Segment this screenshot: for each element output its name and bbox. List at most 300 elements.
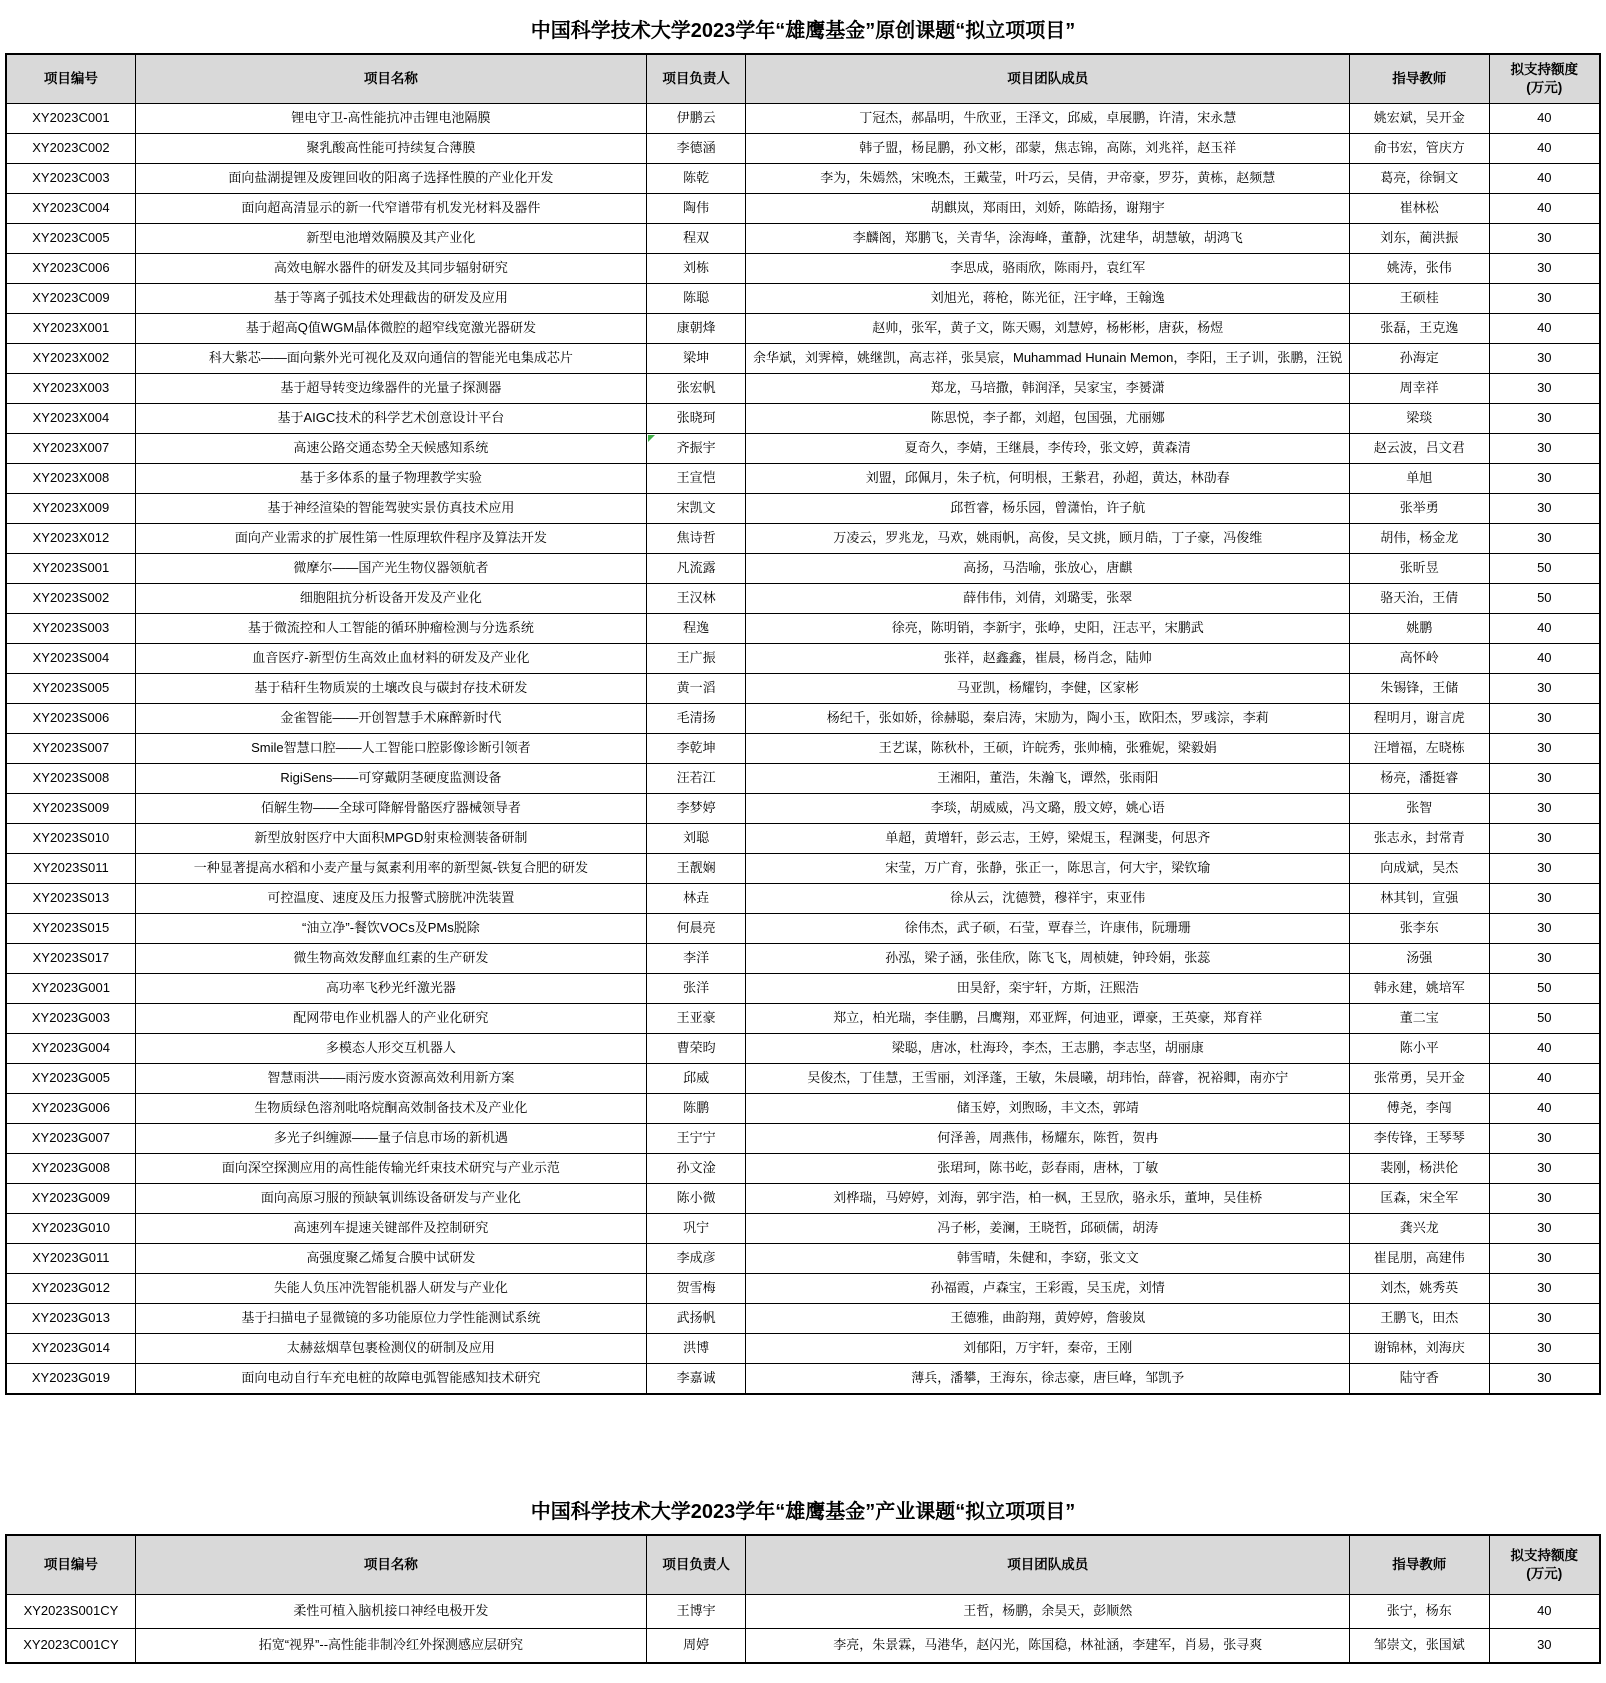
- project-name-cell: 拓宽“视界”--高性能非制冷红外探测感应层研究: [135, 1629, 646, 1664]
- project-leader-cell: 孙文淦: [646, 1154, 746, 1184]
- project-leader-cell: 梁坤: [646, 344, 746, 374]
- project-name-cell: Smile智慧口腔——人工智能口腔影像诊断引领者: [135, 734, 646, 764]
- amount-cell: 30: [1489, 704, 1600, 734]
- project-id-cell: XY2023C001CY: [6, 1629, 135, 1664]
- project-name-cell: 基于超导转变边缘器件的光量子探测器: [135, 374, 646, 404]
- project-id-cell: XY2023G019: [6, 1364, 135, 1395]
- advisors-cell: 朱锡锋，王储: [1349, 674, 1489, 704]
- project-leader-cell: 凡流露: [646, 554, 746, 584]
- amount-cell: 40: [1489, 194, 1600, 224]
- advisors-cell: 裴刚，杨洪伦: [1349, 1154, 1489, 1184]
- project-name-cell: 血音医疗-新型仿生高效止血材料的研发及产业化: [135, 644, 646, 674]
- project-id-cell: XY2023S001: [6, 554, 135, 584]
- table-row: [6, 584, 1600, 614]
- project-leader-cell: 李梦婷: [646, 794, 746, 824]
- project-name-cell: 佰解生物——全球可降解骨骼医疗器械领导者: [135, 794, 646, 824]
- header-row: [6, 54, 1600, 104]
- team-members-cell: 万凌云，罗兆龙，马欢，姚雨帆，高俊，吴文挑，顾月皓，丁子豪，冯俊维: [746, 524, 1349, 554]
- team-members-cell: 王哲，杨鹏，余昊天，彭顺然: [746, 1595, 1349, 1629]
- project-leader-cell: 武扬帆: [646, 1304, 746, 1334]
- advisors-cell: 姚鹏: [1349, 614, 1489, 644]
- team-members-cell: 冯子彬，姜澜，王晓哲，邱硕儒，胡涛: [746, 1214, 1349, 1244]
- project-id-cell: XY2023G005: [6, 1064, 135, 1094]
- table-row: [6, 1214, 1600, 1244]
- amount-cell: 30: [1489, 1124, 1600, 1154]
- column-header: 项目负责人: [646, 54, 746, 104]
- table-row: [6, 344, 1600, 374]
- project-leader-cell: 宋凯文: [646, 494, 746, 524]
- advisors-cell: 龚兴龙: [1349, 1214, 1489, 1244]
- project-id-cell: XY2023C009: [6, 284, 135, 314]
- project-name-cell: 面向电动自行车充电桩的故障电弧智能感知技术研究: [135, 1364, 646, 1395]
- advisors-cell: 孙海定: [1349, 344, 1489, 374]
- column-header: 项目编号: [6, 54, 135, 104]
- project-leader-cell: 王广振: [646, 644, 746, 674]
- project-id-cell: XY2023S015: [6, 914, 135, 944]
- table-row: [6, 914, 1600, 944]
- amount-cell: 40: [1489, 614, 1600, 644]
- column-header: 项目团队成员: [746, 1535, 1349, 1595]
- table-row: [6, 314, 1600, 344]
- amount-cell: 30: [1489, 674, 1600, 704]
- team-members-cell: 胡麒岚，郑雨田，刘娇，陈皓扬，谢翔宇: [746, 194, 1349, 224]
- team-members-cell: 余华斌，刘霁樟，姚继凯，高志祥，张昊宸，Muhammad Hunain Memon，李阳，王子训，张鹏，汪锐: [746, 344, 1349, 374]
- amount-cell: 30: [1489, 1364, 1600, 1395]
- project-name-cell: 锂电守卫-高性能抗冲击锂电池隔膜: [135, 104, 646, 134]
- advisors-cell: 周幸祥: [1349, 374, 1489, 404]
- project-leader-cell: 曹荣昀: [646, 1034, 746, 1064]
- project-leader-cell: 陈鹏: [646, 1094, 746, 1124]
- project-id-cell: XY2023C003: [6, 164, 135, 194]
- amount-cell: 30: [1489, 254, 1600, 284]
- amount-cell: 30: [1489, 284, 1600, 314]
- project-id-cell: XY2023G012: [6, 1274, 135, 1304]
- project-id-cell: XY2023S007: [6, 734, 135, 764]
- original-projects-table: [5, 53, 1601, 1395]
- project-leader-cell: 陈乾: [646, 164, 746, 194]
- project-name-cell: 配网带电作业机器人的产业化研究: [135, 1004, 646, 1034]
- table-row: [6, 1004, 1600, 1034]
- table-row: [6, 674, 1600, 704]
- project-leader-cell: 李德涵: [646, 134, 746, 164]
- project-leader-cell: 齐振宇: [646, 434, 746, 464]
- team-members-cell: 单超，黄增轩，彭云志，王婷，梁焜玉，程渊斐，何思齐: [746, 824, 1349, 854]
- project-id-cell: XY2023X009: [6, 494, 135, 524]
- team-members-cell: 刘盟，邱佩月，朱子杭，何明根，王紫君，孙超，黄达，林劭春: [746, 464, 1349, 494]
- project-name-cell: 新型电池增效隔膜及其产业化: [135, 224, 646, 254]
- project-id-cell: XY2023X004: [6, 404, 135, 434]
- project-name-cell: 基于超高Q值WGM晶体微腔的超窄线宽激光器研发: [135, 314, 646, 344]
- project-id-cell: XY2023C002: [6, 134, 135, 164]
- table-row: [6, 554, 1600, 584]
- project-id-cell: XY2023G006: [6, 1094, 135, 1124]
- advisors-cell: 高怀岭: [1349, 644, 1489, 674]
- table-row: [6, 134, 1600, 164]
- advisors-cell: 邹崇文，张国斌: [1349, 1629, 1489, 1664]
- project-leader-cell: 张宏帆: [646, 374, 746, 404]
- amount-cell: 30: [1489, 464, 1600, 494]
- project-id-cell: XY2023S001CY: [6, 1595, 135, 1629]
- column-header: 项目名称: [135, 54, 646, 104]
- amount-cell: 30: [1489, 734, 1600, 764]
- amount-cell: 30: [1489, 224, 1600, 254]
- advisors-cell: 刘东，蔺洪振: [1349, 224, 1489, 254]
- advisors-cell: 董二宝: [1349, 1004, 1489, 1034]
- team-members-cell: 杨纪千，张如娇，徐赫聪，秦启涛，宋励为，陶小玉，欧阳杰，罗彧淙，李莉: [746, 704, 1349, 734]
- project-name-cell: 面向产业需求的扩展性第一性原理软件程序及算法开发: [135, 524, 646, 554]
- amount-cell: 30: [1489, 374, 1600, 404]
- project-id-cell: XY2023C001: [6, 104, 135, 134]
- team-members-cell: 孙泓，梁子涵，张佳欣，陈飞飞，周桢婕，钟玲娟，张蕊: [746, 944, 1349, 974]
- project-leader-cell: 伊鹏云: [646, 104, 746, 134]
- project-id-cell: XY2023X002: [6, 344, 135, 374]
- project-leader-cell: 洪博: [646, 1334, 746, 1364]
- team-members-cell: 徐伟杰，武子硕，石莹，覃春兰，许康伟，阮珊珊: [746, 914, 1349, 944]
- header-row: [6, 1535, 1600, 1595]
- advisors-cell: 张常勇，吴开金: [1349, 1064, 1489, 1094]
- project-name-cell: “油立净”-餐饮VOCs及PMs脱除: [135, 914, 646, 944]
- amount-cell: 30: [1489, 764, 1600, 794]
- team-members-cell: 孙福霞，卢森宝，王彩霞，吴玉虎，刘情: [746, 1274, 1349, 1304]
- project-name-cell: 智慧雨洪——雨污废水资源高效利用新方案: [135, 1064, 646, 1094]
- table-row: [6, 1094, 1600, 1124]
- advisors-cell: 林其钊，宣强: [1349, 884, 1489, 914]
- team-members-cell: 刘桦瑞，马婷婷，刘海，郭宇浩，柏一枫，王昱欣，骆永乐，董坤，吴佳桥: [746, 1184, 1349, 1214]
- project-id-cell: XY2023C005: [6, 224, 135, 254]
- project-id-cell: XY2023S004: [6, 644, 135, 674]
- table-row: [6, 1064, 1600, 1094]
- team-members-cell: 夏奇久，李婧，王继晨，李传玲，张文婷，黄森清: [746, 434, 1349, 464]
- project-name-cell: 生物质绿色溶剂吡咯烷酮高效制备技术及产业化: [135, 1094, 646, 1124]
- team-members-cell: 薛伟伟，刘倩，刘璐雯，张翠: [746, 584, 1349, 614]
- amount-cell: 40: [1489, 1595, 1600, 1629]
- project-name-cell: 柔性可植入脑机接口神经电极开发: [135, 1595, 646, 1629]
- project-id-cell: XY2023X008: [6, 464, 135, 494]
- table-row: [6, 704, 1600, 734]
- project-name-cell: 基于AIGC技术的科学艺术创意设计平台: [135, 404, 646, 434]
- advisors-cell: 葛亮，徐铜文: [1349, 164, 1489, 194]
- project-id-cell: XY2023G014: [6, 1334, 135, 1364]
- amount-cell: 40: [1489, 1064, 1600, 1094]
- project-name-cell: 基于微流控和人工智能的循环肿瘤检测与分选系统: [135, 614, 646, 644]
- amount-cell: 40: [1489, 1034, 1600, 1064]
- project-leader-cell: 邱威: [646, 1064, 746, 1094]
- project-leader-cell: 王宁宁: [646, 1124, 746, 1154]
- column-header: 项目负责人: [646, 1535, 746, 1595]
- amount-cell: 30: [1489, 1184, 1600, 1214]
- project-leader-cell: 王博宇: [646, 1595, 746, 1629]
- project-id-cell: XY2023G004: [6, 1034, 135, 1064]
- team-members-cell: 田昊舒，栾宇轩，方斯，汪熙浩: [746, 974, 1349, 1004]
- advisors-cell: 汤强: [1349, 944, 1489, 974]
- project-leader-cell: 张洋: [646, 974, 746, 1004]
- project-id-cell: XY2023S002: [6, 584, 135, 614]
- project-name-cell: 微生物高效发酵血红素的生产研发: [135, 944, 646, 974]
- advisors-cell: 俞书宏，管庆方: [1349, 134, 1489, 164]
- advisors-cell: 谢锦林，刘海庆: [1349, 1334, 1489, 1364]
- project-id-cell: XY2023G010: [6, 1214, 135, 1244]
- advisors-cell: 梁琰: [1349, 404, 1489, 434]
- project-leader-cell: 焦诗哲: [646, 524, 746, 554]
- table-row: [6, 884, 1600, 914]
- project-leader-cell: 刘聪: [646, 824, 746, 854]
- team-members-cell: 张祥，赵鑫鑫，崔晨，杨肖念，陆帅: [746, 644, 1349, 674]
- project-name-cell: 高速公路交通态势全天候感知系统: [135, 434, 646, 464]
- team-members-cell: 郑立，柏光瑞，李佳鹏，吕鹰翔，邓亚辉，何迪亚，谭豪，王英豪，郑育祥: [746, 1004, 1349, 1034]
- team-members-cell: 马亚凯，杨耀钧，李健，区家彬: [746, 674, 1349, 704]
- team-members-cell: 赵帅，张军，黄子文，陈天赐，刘慧婷，杨彬彬，唐荻，杨煜: [746, 314, 1349, 344]
- table-row: [6, 764, 1600, 794]
- table-row: [6, 494, 1600, 524]
- project-name-cell: 基于多体系的量子物理教学实验: [135, 464, 646, 494]
- advisors-cell: 匡森，宋全军: [1349, 1184, 1489, 1214]
- advisors-cell: 傅尧，李闯: [1349, 1094, 1489, 1124]
- amount-cell: 40: [1489, 1094, 1600, 1124]
- advisors-cell: 张昕昱: [1349, 554, 1489, 584]
- column-header: 指导教师: [1349, 54, 1489, 104]
- project-id-cell: XY2023G001: [6, 974, 135, 1004]
- table-row: [6, 254, 1600, 284]
- team-members-cell: 李琰，胡威威，冯文璐，殷文婷，姚心语: [746, 794, 1349, 824]
- team-members-cell: 宋莹，万广育，张静，张正一，陈思言，何大宇，梁钦瑜: [746, 854, 1349, 884]
- amount-cell: 40: [1489, 314, 1600, 344]
- industry-projects-table: [5, 1534, 1601, 1664]
- column-header: 项目编号: [6, 1535, 135, 1595]
- table-row: [6, 644, 1600, 674]
- project-name-cell: 高功率飞秒光纤激光器: [135, 974, 646, 1004]
- team-members-cell: 刘郁阳，万宇轩，秦帝，王刚: [746, 1334, 1349, 1364]
- advisors-cell: 陆守香: [1349, 1364, 1489, 1395]
- amount-cell: 30: [1489, 404, 1600, 434]
- project-name-cell: 可控温度、速度及压力报警式膀胱冲洗装置: [135, 884, 646, 914]
- project-id-cell: XY2023S009: [6, 794, 135, 824]
- amount-cell: 40: [1489, 164, 1600, 194]
- table-row: [6, 1184, 1600, 1214]
- amount-cell: 30: [1489, 434, 1600, 464]
- project-name-cell: 细胞阻抗分析设备开发及产业化: [135, 584, 646, 614]
- column-header: 拟支持额度 (万元): [1489, 54, 1600, 104]
- project-name-cell: 一种显著提高水稻和小麦产量与氮素利用率的新型氮-铁复合肥的研发: [135, 854, 646, 884]
- team-members-cell: 陈思悦，李子都，刘超，包国强，尤丽娜: [746, 404, 1349, 434]
- advisors-cell: 陈小平: [1349, 1034, 1489, 1064]
- column-header: 项目名称: [135, 1535, 646, 1595]
- project-id-cell: XY2023S008: [6, 764, 135, 794]
- amount-cell: 30: [1489, 824, 1600, 854]
- amount-cell: 50: [1489, 554, 1600, 584]
- project-leader-cell: 周婷: [646, 1629, 746, 1664]
- table-row: [6, 944, 1600, 974]
- team-members-cell: 郑龙，马培撒，韩润泽，吴家宝，李赟潇: [746, 374, 1349, 404]
- advisors-cell: 汪增福，左晓栋: [1349, 734, 1489, 764]
- page: [0, 14, 1606, 1664]
- original-projects-section: [0, 14, 1606, 1395]
- table-row: [6, 974, 1600, 1004]
- advisors-cell: 胡伟，杨金龙: [1349, 524, 1489, 554]
- table-row: [6, 1629, 1600, 1664]
- project-id-cell: XY2023S006: [6, 704, 135, 734]
- amount-cell: 40: [1489, 644, 1600, 674]
- team-members-cell: 薄兵，潘攀，王海东，徐志豪，唐巨峰，邹凯予: [746, 1364, 1349, 1395]
- project-leader-cell: 李乾坤: [646, 734, 746, 764]
- team-members-cell: 高扬，马浩喻，张放心，唐麒: [746, 554, 1349, 584]
- project-id-cell: XY2023G011: [6, 1244, 135, 1274]
- project-id-cell: XY2023S017: [6, 944, 135, 974]
- project-leader-cell: 林垚: [646, 884, 746, 914]
- advisors-cell: 赵云波，吕文君: [1349, 434, 1489, 464]
- project-name-cell: 基于秸秆生物质炭的土壤改良与碳封存技术研发: [135, 674, 646, 704]
- amount-cell: 30: [1489, 854, 1600, 884]
- advisors-cell: 张宁，杨东: [1349, 1595, 1489, 1629]
- project-leader-cell: 李嘉诚: [646, 1364, 746, 1395]
- project-id-cell: XY2023G003: [6, 1004, 135, 1034]
- project-id-cell: XY2023S003: [6, 614, 135, 644]
- amount-cell: 30: [1489, 1244, 1600, 1274]
- original-projects-title: 中国科学技术大学2023学年“雄鹰基金”原创课题“拟立项项目”: [530, 20, 1076, 42]
- team-members-cell: 梁聪，唐冰，杜海玲，李杰，王志鹏，李志坚，胡丽康: [746, 1034, 1349, 1064]
- project-leader-cell: 陶伟: [646, 194, 746, 224]
- advisors-cell: 向成斌，吴杰: [1349, 854, 1489, 884]
- project-leader-cell: 王汉林: [646, 584, 746, 614]
- project-name-cell: 高速列车提速关键部件及控制研究: [135, 1214, 646, 1244]
- table-row: [6, 1304, 1600, 1334]
- amount-cell: 30: [1489, 1274, 1600, 1304]
- project-name-cell: 基于神经渲染的智能驾驶实景仿真技术应用: [135, 494, 646, 524]
- project-name-cell: 高强度聚乙烯复合膜中试研发: [135, 1244, 646, 1274]
- project-id-cell: XY2023C004: [6, 194, 135, 224]
- amount-cell: 30: [1489, 884, 1600, 914]
- amount-cell: 30: [1489, 344, 1600, 374]
- project-leader-cell: 贺雪梅: [646, 1274, 746, 1304]
- team-members-cell: 王艺谋，陈秋朴，王硕，许皖秀，张帅楠，张雅妮，梁毅娟: [746, 734, 1349, 764]
- table-row: [6, 464, 1600, 494]
- project-id-cell: XY2023G009: [6, 1184, 135, 1214]
- project-name-cell: 面向盐湖提锂及废锂回收的阳离子选择性膜的产业化开发: [135, 164, 646, 194]
- project-id-cell: XY2023G007: [6, 1124, 135, 1154]
- project-name-cell: RigiSens——可穿戴阴茎硬度监测设备: [135, 764, 646, 794]
- advisors-cell: 单旭: [1349, 464, 1489, 494]
- table-row: [6, 734, 1600, 764]
- table-row: [6, 224, 1600, 254]
- team-members-cell: 李亮，朱景霖，马港华，赵闪光，陈国稳，林祉涵，李建军，肖易，张寻爽: [746, 1629, 1349, 1664]
- project-name-cell: 微摩尔——国产光生物仪器领航者: [135, 554, 646, 584]
- project-leader-cell: 巩宁: [646, 1214, 746, 1244]
- project-leader-cell: 康朝烽: [646, 314, 746, 344]
- project-leader-cell: 王靓娴: [646, 854, 746, 884]
- advisors-cell: 王硕桂: [1349, 284, 1489, 314]
- project-name-cell: 基于等离子弧技术处理截齿的研发及应用: [135, 284, 646, 314]
- team-members-cell: 李思成，骆雨欣，陈雨丹，袁红军: [746, 254, 1349, 284]
- advisors-cell: 崔昆朋，高建伟: [1349, 1244, 1489, 1274]
- advisors-cell: 王鹏飞，田杰: [1349, 1304, 1489, 1334]
- amount-cell: 50: [1489, 1004, 1600, 1034]
- team-members-cell: 王德雅，曲韵翔，黄婷婷，詹骏岚: [746, 1304, 1349, 1334]
- team-members-cell: 徐从云，沈德赞，穆祥宇，束亚伟: [746, 884, 1349, 914]
- industry-projects-title: 中国科学技术大学2023学年“雄鹰基金”产业课题“拟立项项目”: [530, 1501, 1076, 1523]
- project-name-cell: 面向深空探测应用的高性能传输光纤束技术研究与产业示范: [135, 1154, 646, 1184]
- project-leader-cell: 程双: [646, 224, 746, 254]
- table-row: [6, 164, 1600, 194]
- team-members-cell: 张珺珂，陈书屹，彭春雨，唐林，丁敏: [746, 1154, 1349, 1184]
- table-row: [6, 194, 1600, 224]
- team-members-cell: 吴俊杰，丁佳慧，王雪丽，刘泽蓬，王敏，朱晨曦，胡玮怡，薛睿，祝裕卿，南亦宁: [746, 1064, 1349, 1094]
- team-members-cell: 韩子盟，杨昆鹏，孙文彬，邵蒙，焦志锦，高陈，刘兆祥，赵玉祥: [746, 134, 1349, 164]
- advisors-cell: 张李东: [1349, 914, 1489, 944]
- team-members-cell: 丁冠杰，郝晶明，牛欣亚，王泽文，邱威，卓展鹏，许清，宋永慧: [746, 104, 1349, 134]
- project-leader-cell: 黄一滔: [646, 674, 746, 704]
- team-members-cell: 邱哲睿，杨乐园，曾潇怡，许子航: [746, 494, 1349, 524]
- project-leader-cell: 何晨亮: [646, 914, 746, 944]
- column-header: 指导教师: [1349, 1535, 1489, 1595]
- advisors-cell: 张举勇: [1349, 494, 1489, 524]
- project-name-cell: 失能人负压冲洗智能机器人研发与产业化: [135, 1274, 646, 1304]
- amount-cell: 30: [1489, 1629, 1600, 1664]
- project-name-cell: 面向高原习服的预缺氧训练设备研发与产业化: [135, 1184, 646, 1214]
- project-id-cell: XY2023X003: [6, 374, 135, 404]
- project-id-cell: XY2023S005: [6, 674, 135, 704]
- table-row: [6, 1244, 1600, 1274]
- amount-cell: 30: [1489, 1214, 1600, 1244]
- project-leader-cell: 王亚豪: [646, 1004, 746, 1034]
- team-members-cell: 何泽善，周燕伟，杨耀东，陈哲，贺冉: [746, 1124, 1349, 1154]
- project-name-cell: 聚乳酸高性能可持续复合薄膜: [135, 134, 646, 164]
- team-members-cell: 王湘阳，董浩，朱瀚飞，谭然，张雨阳: [746, 764, 1349, 794]
- project-leader-cell: 陈聪: [646, 284, 746, 314]
- table-row: [6, 404, 1600, 434]
- table-row: [6, 614, 1600, 644]
- original-projects-table-body: [6, 104, 1600, 1395]
- table-row: [6, 1124, 1600, 1154]
- advisors-cell: 张磊，王克逸: [1349, 314, 1489, 344]
- table-row: [6, 524, 1600, 554]
- amount-cell: 40: [1489, 104, 1600, 134]
- advisors-cell: 张志永，封常青: [1349, 824, 1489, 854]
- project-name-cell: 高效电解水器件的研发及其同步辐射研究: [135, 254, 646, 284]
- table-row: [6, 794, 1600, 824]
- amount-cell: 30: [1489, 494, 1600, 524]
- project-name-cell: 科大紫芯——面向紫外光可视化及双向通信的智能光电集成芯片: [135, 344, 646, 374]
- table-row: [6, 1154, 1600, 1184]
- team-members-cell: 李麟阁，郑鹏飞，关青华，涂海峰，董静，沈建华，胡慧敏，胡鸿飞: [746, 224, 1349, 254]
- advisors-cell: 崔林松: [1349, 194, 1489, 224]
- column-header: 拟支持额度 (万元): [1489, 1535, 1600, 1595]
- industry-projects-table-body: [6, 1595, 1600, 1664]
- project-leader-cell: 汪若江: [646, 764, 746, 794]
- table-row: [6, 104, 1600, 134]
- table-row: [6, 1595, 1600, 1629]
- project-id-cell: XY2023S011: [6, 854, 135, 884]
- advisors-cell: 杨亮，潘挺睿: [1349, 764, 1489, 794]
- project-name-cell: 新型放射医疗中大面积MPGD射束检测装备研制: [135, 824, 646, 854]
- advisors-cell: 骆天治，王倩: [1349, 584, 1489, 614]
- column-header: 项目团队成员: [746, 54, 1349, 104]
- project-name-cell: 金雀智能——开创智慧手术麻醉新时代: [135, 704, 646, 734]
- table-row: [6, 1334, 1600, 1364]
- project-id-cell: XY2023X012: [6, 524, 135, 554]
- project-id-cell: XY2023G013: [6, 1304, 135, 1334]
- project-leader-cell: 毛清扬: [646, 704, 746, 734]
- advisors-cell: 李传锋，王琴琴: [1349, 1124, 1489, 1154]
- advisors-cell: 张智: [1349, 794, 1489, 824]
- project-leader-cell: 李洋: [646, 944, 746, 974]
- project-id-cell: XY2023X007: [6, 434, 135, 464]
- team-members-cell: 储玉婷，刘煦旸，丰文杰，郭靖: [746, 1094, 1349, 1124]
- amount-cell: 40: [1489, 134, 1600, 164]
- advisors-cell: 刘杰，姚秀英: [1349, 1274, 1489, 1304]
- project-name-cell: 多光子纠缠源——量子信息市场的新机遇: [135, 1124, 646, 1154]
- table-row: [6, 1274, 1600, 1304]
- project-id-cell: XY2023S013: [6, 884, 135, 914]
- project-leader-cell: 张晓珂: [646, 404, 746, 434]
